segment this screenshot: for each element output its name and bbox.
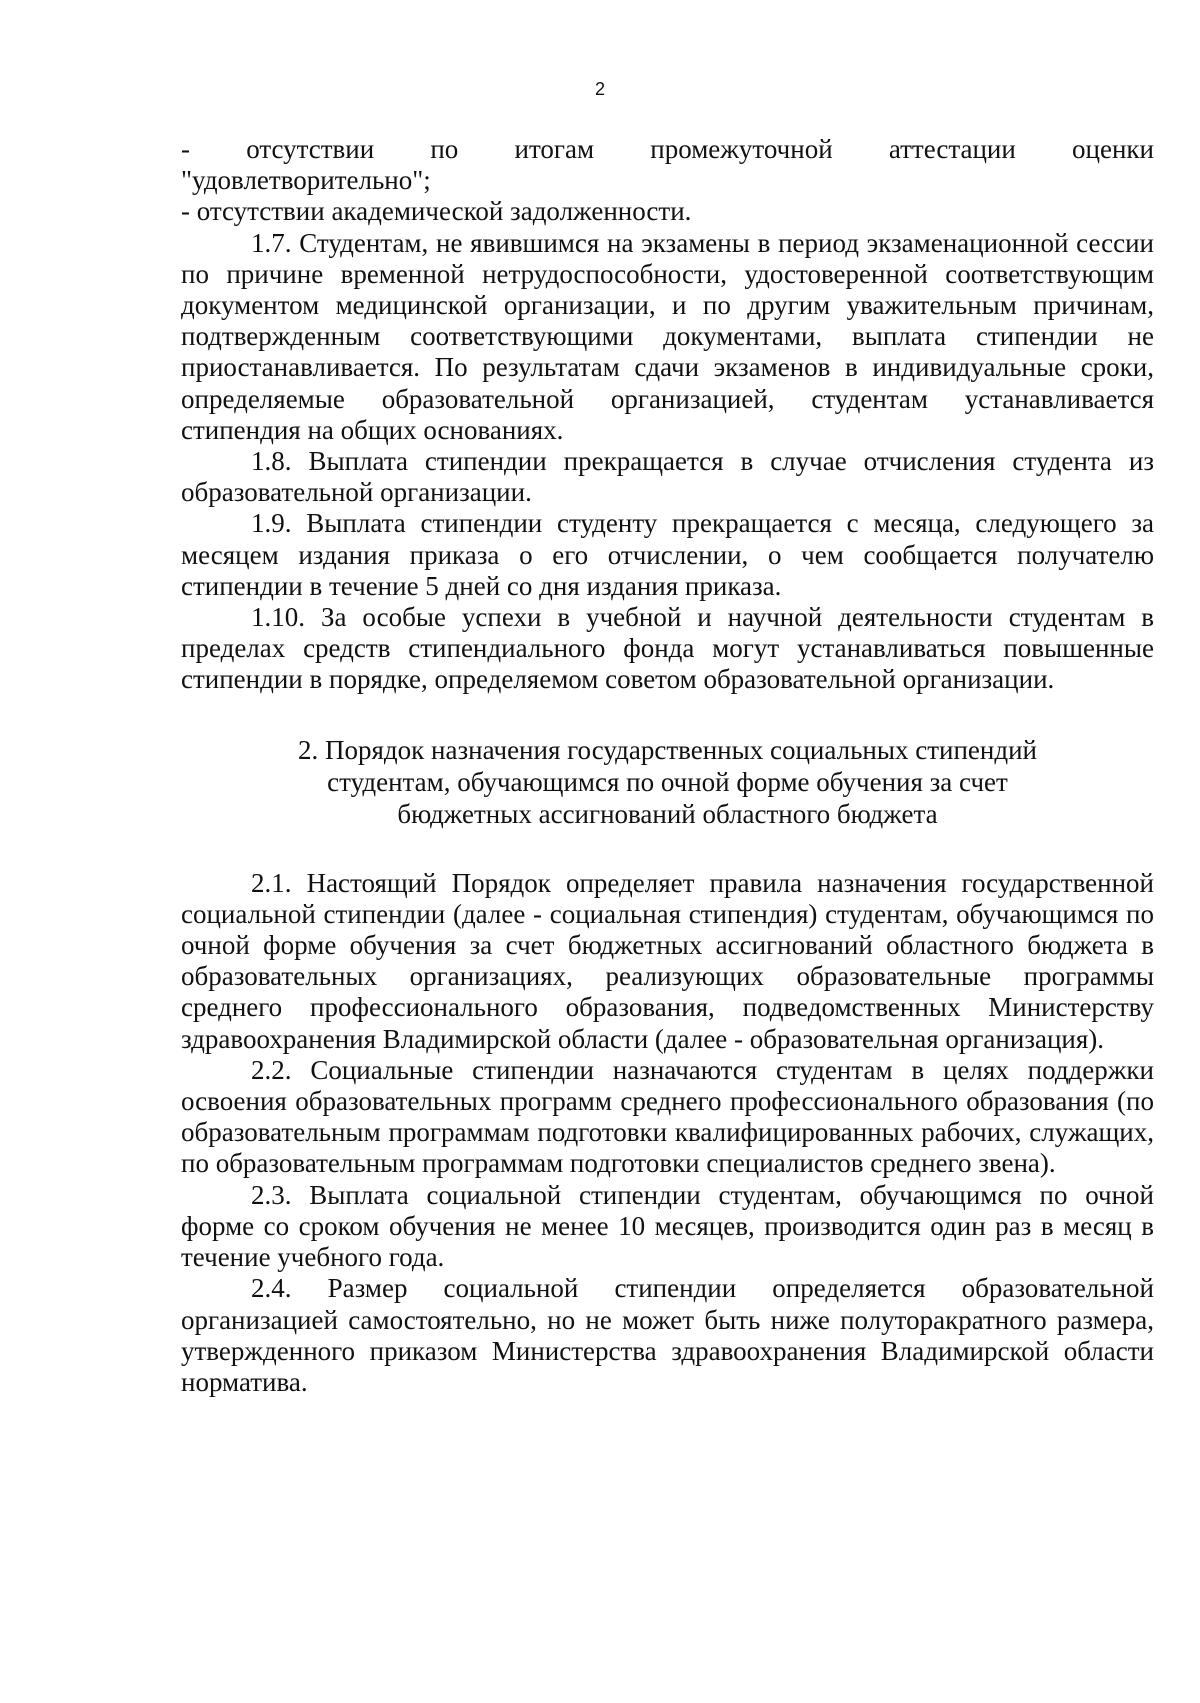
page-number: 2 [594,79,605,99]
section-2-heading-line-2: студентам, обучающимся по очной форме обучения за счет [327,766,1008,797]
paragraph-2-4: 2.4. Размер социальной стипендии определяется образовательной организацией самостоятельно, но не может быть ниже полуторакратного размера, утвержденного приказом Министерства здравоохранения Владимирской области норматива. [181,1273,1154,1397]
paragraph-2-1: 2.1. Настоящий Порядок определяет правила назначения государственной социальной стипендии (далее - социальная стипендия) студентам, обучающимся по очной форме обучения за счет бюджетных ассигнований областного бюджета в образовательных организациях, реализующих образовательные программы среднего профессионального образования, подведомственных Министерству здравоохранения Владимирской области (далее - образовательная организация). [181,867,1154,1054]
list-item-no-academic-debt: - отсутствии академической задолженности. [181,196,692,227]
paragraph-2-2: 2.2. Социальные стипендии назначаются студентам в целях поддержки освоения образовательных программ среднего профессионального образования (по образовательным программам подготовки квалифицированных рабочих, служащих, по образовательным программам подготовки специалистов среднего звена). [181,1054,1154,1179]
section-2-heading-line-3: бюджетных ассигнований областного бюджета [397,798,938,829]
paragraph-1-7: 1.7. Студентам, не явившимся на экзамены в период экзаменационной сессии по причине временной нетрудоспособности, удостоверенной соответствующим документом медицинской организации, и по другим уважительным причинам, подтвержденным соответствующими документами, выплата стипендии не приостанавливается. По результатам сдачи экзаменов в индивидуальные сроки, определяемые образовательной организацией, студентам устанавливается стипендия на общих основаниях. [181,227,1154,445]
paragraph-2-3: 2.3. Выплата социальной стипендии студентам, обучающимся по очной форме со сроком обучения не менее 10 месяцев, производится один раз в месяц в течение учебного года. [181,1179,1154,1273]
section-2-heading-line-1: 2. Порядок назначения государственных социальных стипендий [298,734,1037,765]
list-item-no-satisfactory-grade-continued: "удовлетворительно"; [181,165,431,196]
list-item-no-satisfactory-grade: - отсутствии по итогам промежуточной аттестации оценки [181,134,1154,164]
document-body [181,134,1154,1398]
section-2-heading [181,734,1154,830]
paragraph-1-10: 1.10. За особые успехи в учебной и научной деятельности студентам в пределах средств стипендиального фонда могут устанавливаться повышенные стипендии в порядке, определяемом советом образовательной организации. [181,602,1154,695]
paragraph-1-8: 1.8. Выплата стипендии прекращается в случае отчисления студента из образовательной организации. [181,446,1154,508]
paragraph-1-9: 1.9. Выплата стипендии студенту прекращается с месяца, следующего за месяцем издания приказа о его отчислении, о чем сообщается получателю стипендии в течение 5 дней со дня издания приказа. [181,508,1154,601]
